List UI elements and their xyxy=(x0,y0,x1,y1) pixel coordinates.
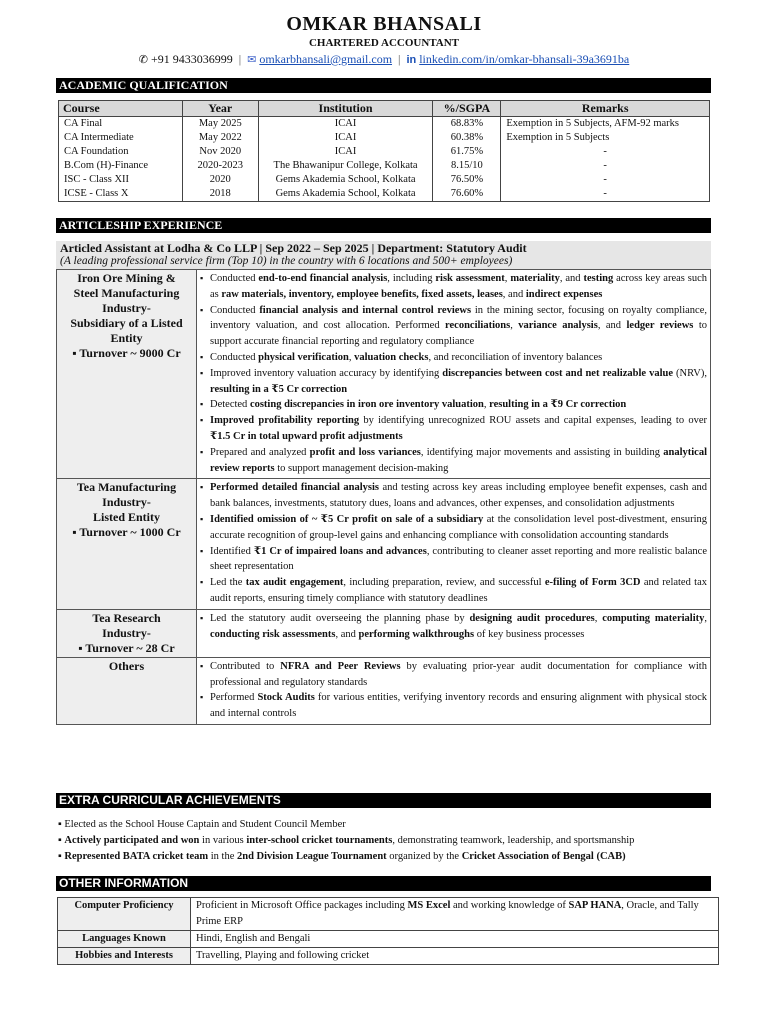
score-cell: 60.38% xyxy=(433,131,501,145)
bullet-point: ▪ Performed Stock Audits for various entities, verifying inventory records and ensuring alignment with physical stock and internal controls xyxy=(200,690,707,722)
bullet-point: ▪ Led the statutory audit overseeing the planning phase by designing audit procedures, computing materiality, conducting risk assessments, and performing walkthroughs of key business processes xyxy=(200,611,707,643)
table-row xyxy=(59,117,710,132)
table-row xyxy=(59,159,710,173)
segment-turnover: ▪ Turnover ~ 9000 Cr xyxy=(72,346,181,360)
academic-header-row xyxy=(59,101,710,117)
remarks-cell: Exemption in 5 Subjects xyxy=(501,131,710,145)
column-header: Year xyxy=(182,101,258,117)
bullet-point: ▪ Improved profitability reporting by identifying unrecognized ROU assets and capital expenses, leading to over ₹1.5 Cr in total upward profit adjustments xyxy=(200,413,707,445)
course-cell: ICSE - Class X xyxy=(59,187,183,202)
bullet-list xyxy=(200,611,707,643)
remarks-cell: - xyxy=(501,173,710,187)
segment-line: Industry- xyxy=(102,495,151,510)
score-cell: 68.83% xyxy=(433,117,501,132)
segment-row xyxy=(57,270,711,479)
bullet-list xyxy=(200,271,707,476)
remarks-cell: - xyxy=(501,187,710,202)
bullet-point: ▪ Detected costing discrepancies in iron ore inventory valuation, resulting in a ₹9 Cr correction xyxy=(200,397,707,413)
articleship-header xyxy=(56,241,711,269)
year-cell: May 2025 xyxy=(182,117,258,132)
segment-points xyxy=(197,479,711,609)
segment-points xyxy=(197,657,711,724)
course-cell: CA Intermediate xyxy=(59,131,183,145)
segment-turnover: ▪ Turnover ~ 1000 Cr xyxy=(72,525,181,540)
bullet-list xyxy=(200,659,707,722)
bullet-point: ▪ Conducted end-to-end financial analysis, including risk assessment, materiality, and testing across key areas such as raw materials, inventory, employee benefits, fixed assets, leases, and indirect expenses xyxy=(200,271,707,303)
info-value: Hindi, English and Bengali xyxy=(191,931,719,948)
info-key: Languages Known xyxy=(58,931,191,948)
articleship-table xyxy=(56,269,711,725)
table-row xyxy=(58,931,719,948)
institution-cell: ICAI xyxy=(258,131,433,145)
segment-line: Entity xyxy=(110,331,143,345)
column-header: %/SGPA xyxy=(433,101,501,117)
email-link[interactable]: omkarbhansali@gmail.com xyxy=(259,52,393,66)
section-academic-heading: ACADEMIC QUALIFICATION xyxy=(56,78,711,93)
column-header: Institution xyxy=(258,101,433,117)
info-value: Travelling, Playing and following cricket xyxy=(191,948,719,965)
segment-line: Listed Entity xyxy=(92,510,160,525)
table-row xyxy=(59,187,710,202)
course-cell: CA Foundation xyxy=(59,145,183,159)
institution-cell: ICAI xyxy=(258,117,433,132)
segment-label xyxy=(57,270,197,479)
segment-label xyxy=(57,479,197,609)
bullet-list xyxy=(200,480,707,606)
candidate-name: OMKAR BHANSALI xyxy=(286,13,482,35)
other-info-table xyxy=(57,897,719,965)
institution-cell: Gems Akademia School, Kolkata xyxy=(258,187,433,202)
year-cell: Nov 2020 xyxy=(182,145,258,159)
course-cell: B.Com (H)-Finance xyxy=(59,159,183,173)
column-header: Course xyxy=(59,101,183,117)
articleship-subtitle: (A leading professional service firm (Top 10) in the country with 6 locations and 500+ employees) xyxy=(60,255,513,267)
designation: CHARTERED ACCOUNTANT xyxy=(308,37,460,49)
bullet-point: ▪ Led the tax audit engagement, including preparation, review, and successful e-filing of Form 3CD and related tax audit reports, ensuring timely compliance with statutory deadlines xyxy=(200,575,707,607)
segment-line: Iron Ore Mining & xyxy=(77,271,176,285)
segment-line: Tea Manufacturing xyxy=(76,480,177,495)
linkedin-link[interactable]: linkedin.com/in/omkar-bhansali-39a3691ba xyxy=(419,52,630,66)
segment-line: Steel Manufacturing xyxy=(73,286,180,300)
segment-line: Industry- xyxy=(102,625,151,640)
bullet-point: ▪ Conducted physical verification, valuation checks, and reconciliation of inventory balances xyxy=(200,350,707,366)
segment-turnover: ▪ Turnover ~ 28 Cr xyxy=(78,640,175,655)
remarks-cell: - xyxy=(501,145,710,159)
segment-points xyxy=(197,270,711,479)
info-value: Proficient in Microsoft Office packages including MS Excel and working knowledge of SAP HANA, Oracle, and Tally Prime ERP xyxy=(191,898,719,931)
bullet-point: ▪ Performed detailed financial analysis and testing across key areas including employee benefit expenses, cash and bank balances, investments, statutory dues, loans and advances, other expenses, and consolidation adjustments xyxy=(200,480,707,512)
course-cell: CA Final xyxy=(59,117,183,132)
extra-curricular-list xyxy=(58,817,713,865)
academic-table xyxy=(58,100,710,202)
articleship-title: Articled Assistant at Lodha & Co LLP | Sep 2022 – Sep 2025 | Department: Statutory Audit xyxy=(60,241,527,255)
year-cell: 2018 xyxy=(182,187,258,202)
section-other-heading: OTHER INFORMATION xyxy=(56,876,711,891)
phone-number: +91 9433036999 xyxy=(150,52,233,66)
score-cell: 8.15/10 xyxy=(433,159,501,173)
table-row xyxy=(58,948,719,965)
year-cell: 2020-2023 xyxy=(182,159,258,173)
table-row xyxy=(59,131,710,145)
course-cell: ISC - Class XII xyxy=(59,173,183,187)
table-row xyxy=(59,173,710,187)
remarks-cell: Exemption in 5 Subjects, AFM-92 marks xyxy=(501,117,710,132)
institution-cell: The Bhawanipur College, Kolkata xyxy=(258,159,433,173)
phone-icon: ✆ xyxy=(138,54,148,66)
year-cell: 2020 xyxy=(182,173,258,187)
table-row xyxy=(58,898,719,931)
segment-label xyxy=(57,609,197,657)
email-icon: ✉ xyxy=(247,54,257,66)
list-item-text: Represented BATA cricket team in the 2nd Division League Tournament organized by the Cricket Association of Bengal (CAB) xyxy=(64,851,626,862)
list-item: ▪ Represented BATA cricket team in the 2nd Division League Tournament organized by the Cricket Association of Bengal (CAB) xyxy=(58,851,626,862)
segment-row xyxy=(57,609,711,657)
separator: | xyxy=(238,52,242,66)
segment-line: Others xyxy=(108,658,145,673)
segment-row xyxy=(57,657,711,724)
table-row xyxy=(59,145,710,159)
segment-line: Tea Research xyxy=(92,610,161,625)
year-cell: May 2022 xyxy=(182,131,258,145)
segment-label xyxy=(57,657,197,724)
list-item: ▪ Elected as the School House Captain and Student Council Member xyxy=(58,819,346,830)
bullet-point: ▪ Identified ₹1 Cr of impaired loans and advances, contributing to cleaner asset reporting and more realistic balance sheet representation xyxy=(200,544,707,576)
contact-line xyxy=(0,52,768,67)
list-item: ▪ Actively participated and won in various inter-school cricket tournaments, demonstrating teamwork, leadership, and sportsmanship xyxy=(58,835,635,846)
score-cell: 61.75% xyxy=(433,145,501,159)
info-key: Hobbies and Interests xyxy=(58,948,191,965)
bullet-point: ▪ Identified omission of ~ ₹5 Cr profit on sale of a subsidiary at the consolidation level post-divestment, ensuring accurate recognition of group-level gains and enhancing compliance with consolidation accounting standards xyxy=(200,512,707,544)
column-header: Remarks xyxy=(501,101,710,117)
bullet-point: ▪ Prepared and analyzed profit and loss variances, identifying major movements and assisting in building analytical review reports to support management decision-making xyxy=(200,445,707,477)
segment-line: Subsidiary of a Listed xyxy=(70,316,183,330)
list-item-text: Elected as the School House Captain and Student Council Member xyxy=(64,819,346,830)
section-extra-heading: EXTRA CURRICULAR ACHIEVEMENTS xyxy=(56,793,711,808)
separator: | xyxy=(398,52,401,66)
bullet-point: ▪ Improved inventory valuation accuracy by identifying discrepancies between cost and net realizable value (NRV), resulting in a ₹5 Cr correction xyxy=(200,366,707,398)
segment-points xyxy=(197,609,711,657)
score-cell: 76.60% xyxy=(433,187,501,202)
section-articleship-heading: ARTICLESHIP EXPERIENCE xyxy=(56,218,711,233)
segment-line: Industry- xyxy=(102,301,151,315)
info-key: Computer Proficiency xyxy=(58,898,191,931)
score-cell: 76.50% xyxy=(433,173,501,187)
bullet-point: ▪ Contributed to NFRA and Peer Reviews by evaluating prior-year audit documentation for compliance with professional and regulatory standards xyxy=(200,659,707,691)
linkedin-icon: in xyxy=(406,54,417,66)
institution-cell: Gems Akademia School, Kolkata xyxy=(258,173,433,187)
list-item-text: Actively participated and won in various inter-school cricket tournaments, demonstrating teamwork, leadership, and sportsmanship xyxy=(64,835,635,846)
institution-cell: ICAI xyxy=(258,145,433,159)
segment-row xyxy=(57,479,711,609)
bullet-point: ▪ Conducted financial analysis and internal control reviews in the mining sector, focusing on royalty compliance, inventory valuation, and cost allocation. Performed reconciliations, variance analysis, and ledger reviews to support accurate financial reporting and regulatory compliance xyxy=(200,303,707,350)
remarks-cell: - xyxy=(501,159,710,173)
